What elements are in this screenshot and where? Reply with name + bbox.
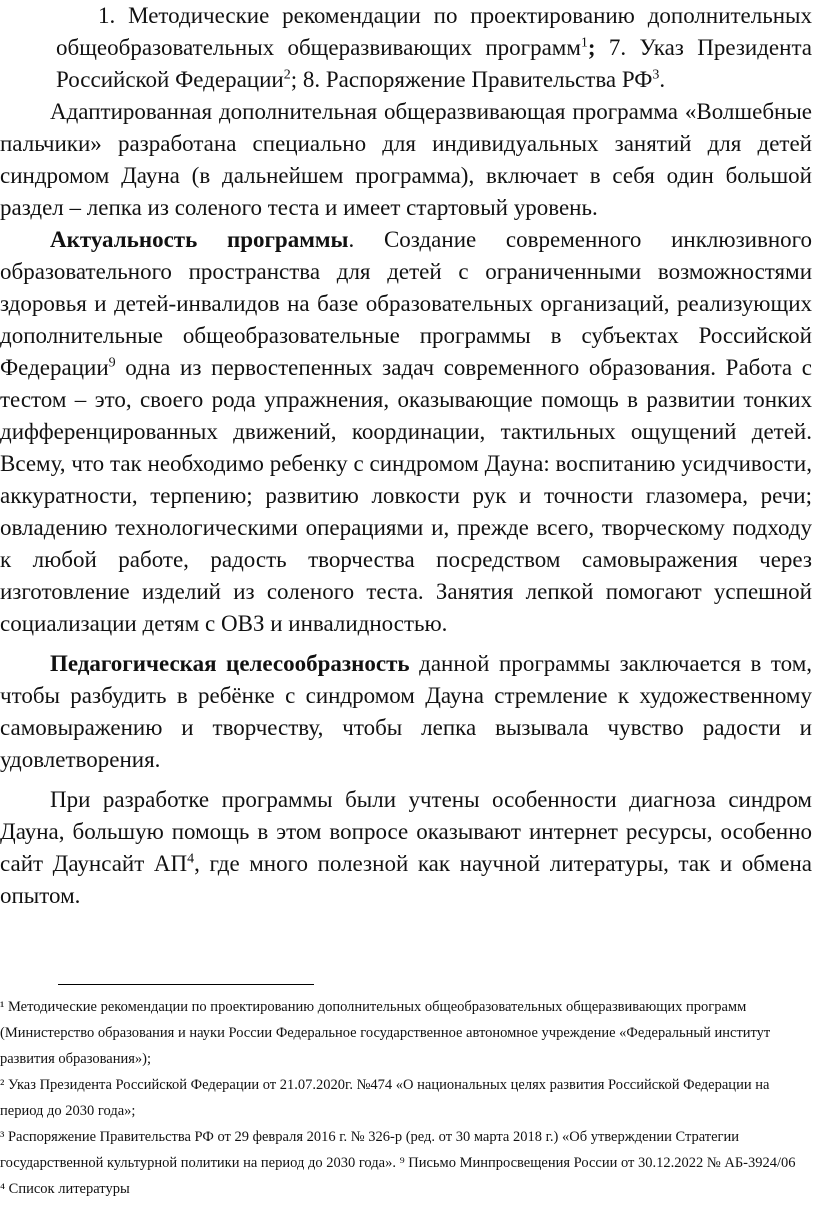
footnote-4: ⁴ Список литературы xyxy=(0,1181,130,1197)
footnote-ref-1[interactable]: 1 xyxy=(580,35,588,51)
list-text: 1. Методические рекомендации по проектированию дополнительных общеобразовательных общеразвивающих программ xyxy=(56,3,812,60)
footnote-ref-4[interactable]: 4 xyxy=(187,851,195,867)
footnote-3: ³ Распоряжение Правительства РФ от 29 февраля 2016 г. № 326-р (ред. от 30 марта 2018 г.) «Об утверждении Стратегии государственной культурной политики на период до 2030 года». ⁹ Письмо Минпросвещения России от 30.12.2022 № АБ-3924/06 xyxy=(0,1129,796,1171)
footnotes xyxy=(0,994,812,1202)
relevance-text-2: одна из первостепенных задач современного образования. Работа с тестом – это, своего рода упражнения, оказывающие помощь в развитии тонких дифференцированных движений, координации, тактильных ощущений детей. Всему, что так необходимо ребенку с синдромом Дауна: воспитанию усидчивости, аккуратности, терпению; развитию ловкости рук и точности глазомера, речи; овладению технологическими операциями и, прежде всего, творческому подходу к любой работе, радость творчества посредством самовыражения через изготовление изделий из соленого теста. Занятия лепкой помогают успешной социализации детям с ОВЗ и инвалидностью. xyxy=(0,355,812,636)
footnote-ref-2[interactable]: 2 xyxy=(283,67,291,83)
development-text-2: , где много полезной как научной литературы, так и обмена опытом. xyxy=(0,851,813,908)
footnote-separator xyxy=(58,984,314,985)
paragraph-relevance xyxy=(0,224,812,640)
development-text: При разработке программы были учтены особенности диагноза синдром Дауна, большую помощь в этом вопросе оказывают интернет ресурсы, особенно сайт Даунсайт АП xyxy=(0,787,812,876)
footnote-1: ¹ Методические рекомендации по проектированию дополнительных общеобразовательных общеразвивающих программ (Министерство образования и науки России Федеральное государственное автономное учреждение «Федеральный институт развития образования»); xyxy=(0,999,771,1067)
footnote-ref-3[interactable]: 3 xyxy=(652,67,660,83)
list-text-end: . xyxy=(659,67,666,92)
pedagogical-heading: Педагогическая целесообразность xyxy=(50,651,410,676)
pedagogical-text: данной программы заключается в том, чтобы разбудить в ребёнке с синдромом Дауна стремление к художественному самовыражению и творчеству, чтобы лепка вызывала чувство радости и удовлетворения. xyxy=(0,651,812,772)
paragraph-program-description: Адаптированная дополнительная общеразвивающая программа «Волшебные пальчики» разработана специально для индивидуальных занятий для детей синдромом Дауна (в дальнейшем программа), включает в себя один большой раздел – лепка из соленого теста и имеет стартовый уровень. xyxy=(0,99,812,220)
paragraph-development xyxy=(0,784,812,912)
relevance-heading: Актуальность программы xyxy=(50,227,349,252)
list-paragraph xyxy=(0,0,812,96)
list-text-3: ; 8. Распоряжение Правительства РФ xyxy=(290,67,653,92)
relevance-text: . Создание современного инклюзивного образовательного пространства для детей с ограниченными возможностями здоровья и детей-инвалидов на базе образовательных организаций, реализующих дополнительные общеобразовательные программы в субъектах Российской Федерации xyxy=(0,227,813,380)
footnote-ref-9[interactable]: 9 xyxy=(108,355,116,371)
footnote-2: ² Указ Президента Российской Федерации от 21.07.2020г. №474 «О национальных целях развития Российской Федерации на период до 2030 года»; xyxy=(0,1077,770,1119)
paragraph-pedagogical xyxy=(0,648,812,776)
list-text-2: 7. Указ Президента Российской Федерации xyxy=(56,35,812,92)
semicolon: ; xyxy=(587,35,596,60)
